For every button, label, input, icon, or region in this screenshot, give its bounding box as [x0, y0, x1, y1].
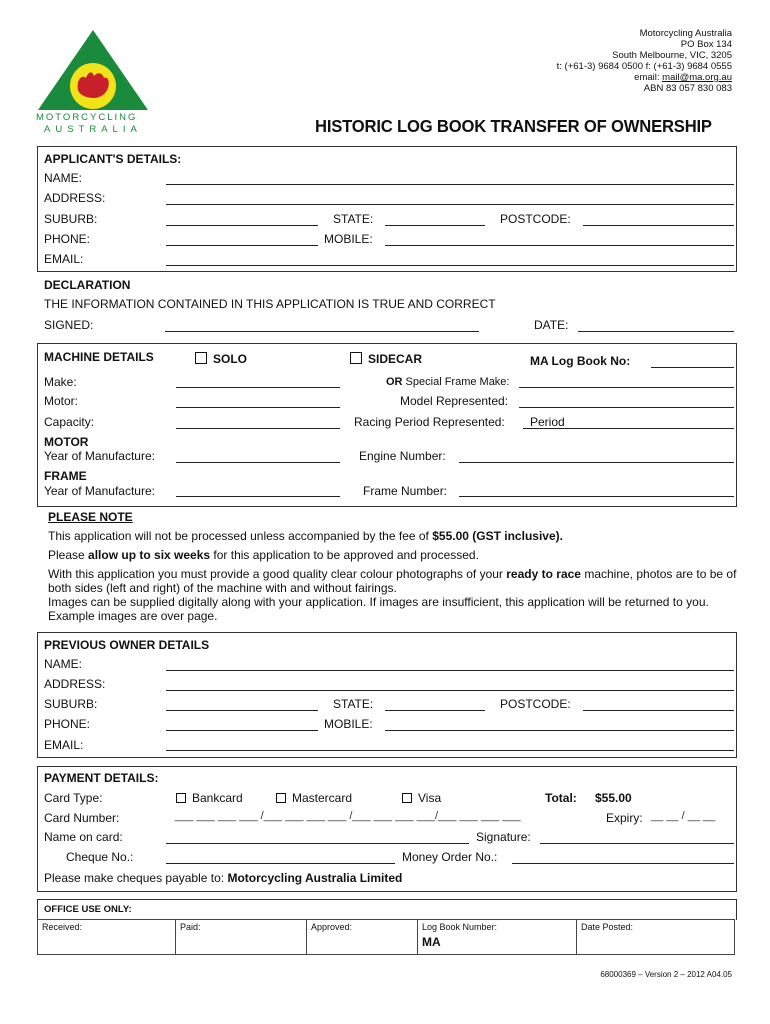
- previous-state-label: STATE:: [333, 697, 374, 711]
- applicant-postcode-field[interactable]: [583, 225, 734, 226]
- special-frame-field[interactable]: [519, 387, 734, 388]
- signed-field[interactable]: [165, 331, 479, 332]
- logo-text-line2: AUSTRALIA: [44, 124, 142, 135]
- sidecar-option[interactable]: [350, 352, 422, 366]
- received-label: Received:: [42, 922, 83, 932]
- solo-option[interactable]: [195, 352, 247, 366]
- expiry-field[interactable]: __ __ / __ __: [651, 810, 716, 822]
- signature-field[interactable]: [540, 843, 734, 844]
- note-heading: PLEASE NOTE: [48, 510, 133, 524]
- sidecar-label: SIDECAR: [368, 352, 423, 366]
- make-label: Make:: [44, 375, 77, 389]
- visa-option[interactable]: [402, 791, 441, 805]
- office-approved-cell[interactable]: [307, 920, 418, 955]
- payment-heading: PAYMENT DETAILS:: [44, 771, 159, 785]
- cheque-field[interactable]: [166, 863, 395, 864]
- capacity-field[interactable]: [176, 428, 340, 429]
- applicant-mobile-field[interactable]: [385, 245, 734, 246]
- mastercard-label: Mastercard: [292, 791, 353, 805]
- logo: [36, 28, 151, 138]
- page-title: HISTORIC LOG BOOK TRANSFER OF OWNERSHIP: [315, 116, 712, 136]
- engine-number-label: Engine Number:: [359, 449, 446, 463]
- racing-period-label: Racing Period Represented:: [354, 415, 505, 429]
- email-link[interactable]: mail@ma.org.au: [662, 72, 732, 83]
- visa-label: Visa: [418, 791, 442, 805]
- applicant-suburb-label: SUBURB:: [44, 212, 98, 226]
- applicant-address-field[interactable]: [166, 204, 734, 205]
- ma-prefix: MA: [422, 935, 441, 949]
- applicant-heading: APPLICANT'S DETAILS:: [44, 152, 182, 166]
- motor-label: Motor:: [44, 394, 79, 408]
- mastercard-option[interactable]: [276, 791, 352, 805]
- applicant-phone-field[interactable]: [166, 245, 318, 246]
- payable-note: Please make cheques payable to: Motorcycling Australia Limited: [44, 871, 403, 885]
- frame-year-field[interactable]: [176, 496, 340, 497]
- total-label: Total:: [545, 791, 577, 805]
- name-on-card-field[interactable]: [166, 843, 469, 844]
- previous-mobile-label: MOBILE:: [324, 717, 373, 731]
- address-line: Motorcycling Australia: [639, 28, 732, 39]
- cheque-label: Cheque No.:: [66, 850, 134, 864]
- model-represented-field[interactable]: [519, 407, 734, 408]
- mastercard-checkbox[interactable]: [276, 793, 286, 803]
- applicant-address-label: ADDRESS:: [44, 191, 106, 205]
- previous-address-field[interactable]: [166, 690, 734, 691]
- footer-version: 68000369 – Version 2 – 2012 A04.05: [600, 970, 732, 979]
- applicant-state-field[interactable]: [385, 225, 485, 226]
- office-heading: OFFICE USE ONLY:: [44, 904, 132, 915]
- address-line: South Melbourne, VIC, 3205: [612, 50, 732, 61]
- frame-year-label: Year of Manufacture:: [44, 484, 155, 498]
- capacity-label: Capacity:: [44, 415, 95, 429]
- declaration-heading: DECLARATION: [44, 278, 131, 292]
- period-value: Period: [530, 415, 565, 429]
- office-date-posted-cell[interactable]: [577, 920, 735, 955]
- previous-phone-field[interactable]: [166, 730, 318, 731]
- logo-text-line1: MOTORCYCLING: [36, 112, 138, 123]
- office-table: [37, 919, 735, 955]
- racing-period-field[interactable]: [523, 428, 734, 429]
- bankcard-option[interactable]: [176, 791, 243, 805]
- paid-label: Paid:: [180, 922, 201, 932]
- address-line: PO Box 134: [680, 39, 732, 50]
- solo-label: SOLO: [213, 352, 248, 366]
- note-body: [48, 529, 738, 623]
- motor-year-label: Year of Manufacture:: [44, 449, 155, 463]
- previous-name-label: NAME:: [44, 657, 83, 671]
- or-label: OR: [386, 376, 403, 388]
- declaration-text: THE INFORMATION CONTAINED IN THIS APPLICATION IS TRUE AND CORRECT: [44, 297, 496, 311]
- previous-address-label: ADDRESS:: [44, 677, 106, 691]
- office-paid-cell[interactable]: [176, 920, 307, 955]
- special-frame-text: Special Frame Make:: [402, 376, 510, 388]
- previous-email-label: EMAIL:: [44, 738, 84, 752]
- signature-label: Signature:: [476, 830, 531, 844]
- engine-number-field[interactable]: [459, 462, 734, 463]
- model-represented-label: Model Represented:: [400, 394, 509, 408]
- motor-year-field[interactable]: [176, 462, 340, 463]
- previous-suburb-label: SUBURB:: [44, 697, 98, 711]
- expiry-label: Expiry:: [606, 811, 643, 825]
- note-line-images: Images can be supplied digitally along with your application. If images are insufficient, this application will be returned to you. Example images are over page.: [48, 595, 709, 623]
- note-line-fee: This application will not be processed unless accompanied by the fee of $55.00 (GST inclusive).: [48, 529, 563, 543]
- frame-heading: FRAME: [44, 469, 87, 483]
- previous-suburb-field[interactable]: [166, 710, 318, 711]
- date-posted-label: Date Posted:: [581, 922, 634, 932]
- card-number-field[interactable]: ___ ___ ___ ___ /___ ___ ___ ___ /___ ___ ___ ___/___ ___ ___ ___: [175, 810, 521, 822]
- office-logbook-cell[interactable]: [418, 920, 577, 955]
- make-field[interactable]: [176, 387, 340, 388]
- abn: ABN 83 057 830 083: [643, 83, 732, 94]
- previous-state-field[interactable]: [385, 710, 485, 711]
- name-on-card-label: Name on card:: [44, 830, 123, 844]
- address-line: t: (+61-3) 9684 0500 f: (+61-3) 9684 0555: [556, 61, 732, 72]
- applicant-phone-label: PHONE:: [44, 232, 91, 246]
- card-number-label: Card Number:: [44, 811, 120, 825]
- previous-postcode-label: POSTCODE:: [500, 697, 571, 711]
- total-value: $55.00: [595, 791, 632, 805]
- logbook-number-label: Log Book Number:: [422, 922, 498, 932]
- previous-name-field[interactable]: [166, 670, 734, 671]
- org-address: [557, 28, 732, 94]
- motor-field[interactable]: [176, 407, 340, 408]
- frame-number-label: Frame Number:: [363, 484, 448, 498]
- bankcard-checkbox[interactable]: [176, 793, 186, 803]
- signed-label: SIGNED:: [44, 318, 94, 332]
- date-label: DATE:: [534, 318, 569, 332]
- money-order-label: Money Order No.:: [402, 850, 498, 864]
- note-line-photos: With this application you must provide a good quality clear colour photographs of your ready to race machine, photos are to be of both sides (left and right) of the machine with and without fairings.: [48, 567, 737, 595]
- bankcard-label: Bankcard: [192, 791, 243, 805]
- applicant-name-label: NAME:: [44, 171, 83, 185]
- card-type-label: Card Type:: [44, 791, 103, 805]
- applicant-state-label: STATE:: [333, 212, 374, 226]
- applicant-name-field[interactable]: [166, 184, 734, 185]
- approved-label: Approved:: [311, 922, 353, 932]
- logbook-label: MA Log Book No:: [530, 354, 631, 368]
- special-frame-label: [386, 376, 509, 388]
- previous-phone-label: PHONE:: [44, 717, 91, 731]
- frame-number-field[interactable]: [459, 496, 734, 497]
- date-field[interactable]: [578, 331, 734, 332]
- applicant-email-field[interactable]: [166, 265, 734, 266]
- solo-checkbox[interactable]: [195, 352, 207, 364]
- previous-email-field[interactable]: [166, 750, 734, 751]
- visa-checkbox[interactable]: [402, 793, 412, 803]
- email-line: [557, 72, 732, 83]
- applicant-postcode-label: POSTCODE:: [500, 212, 571, 226]
- applicant-mobile-label: MOBILE:: [324, 232, 373, 246]
- previous-postcode-field[interactable]: [583, 710, 734, 711]
- note-line-weeks: Please allow up to six weeks for this application to be approved and processed.: [48, 548, 479, 562]
- previous-heading: PREVIOUS OWNER DETAILS: [44, 638, 210, 652]
- previous-mobile-field[interactable]: [385, 730, 734, 731]
- applicant-email-label: EMAIL:: [44, 252, 84, 266]
- applicant-suburb-field[interactable]: [166, 225, 318, 226]
- money-order-field[interactable]: [512, 863, 734, 864]
- email-label: email:: [634, 72, 663, 83]
- office-received-cell[interactable]: [38, 920, 176, 955]
- sidecar-checkbox[interactable]: [350, 352, 362, 364]
- machine-heading: MACHINE DETAILS: [44, 350, 154, 364]
- motor-heading: MOTOR: [44, 435, 89, 449]
- logbook-field[interactable]: [651, 367, 734, 368]
- office-box: [37, 899, 737, 920]
